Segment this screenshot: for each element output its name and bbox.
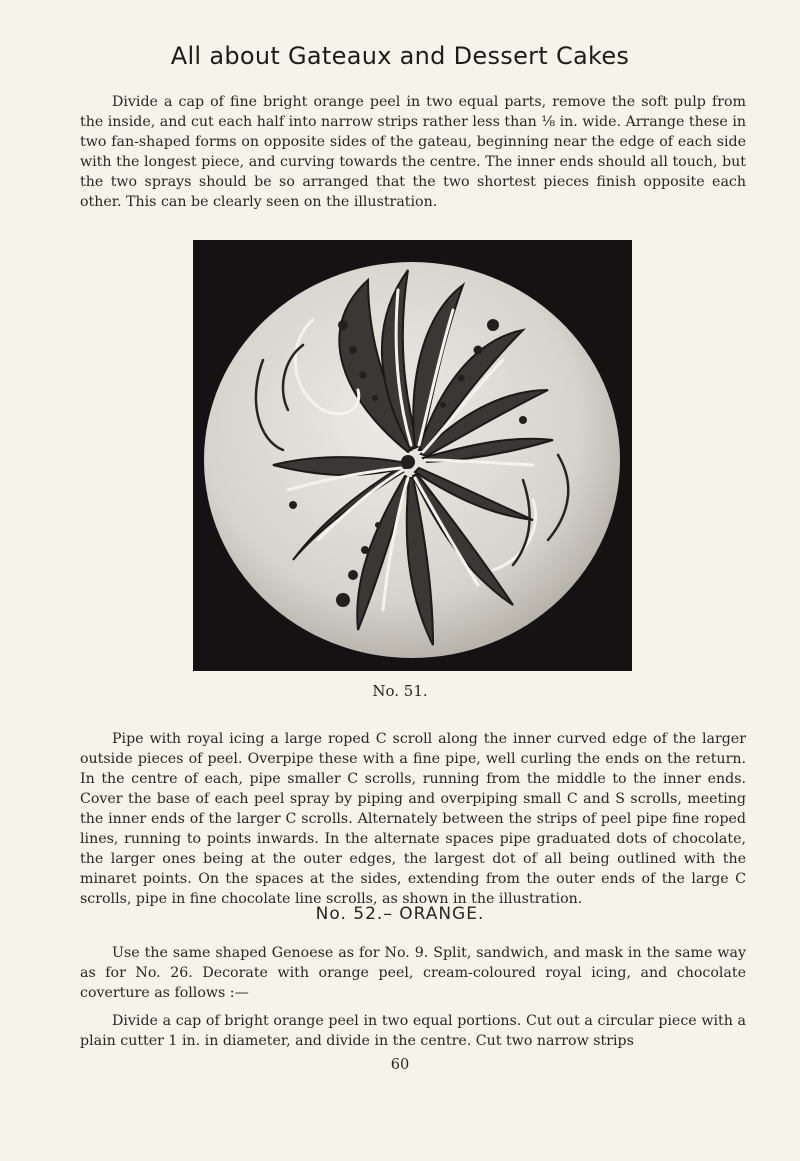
paragraph-orange-intro: Use the same shaped Genoese as for No. 9. Split, sandwich, and mask in the same way as for No. 26. Decorate with orange peel, cream-coloured royal icing, and chocolate coverture as follows :— bbox=[80, 945, 746, 1001]
figure-caption: No. 51. bbox=[372, 682, 428, 700]
cake-photo bbox=[193, 240, 632, 671]
paragraph-intro: Divide a cap of fine bright orange peel in two equal parts, remove the soft pulp from the inside, and cut each half into narrow strips rather less than ⅛ in. wide. Arrange these in two fan-shaped forms on opposite sides of the gateau, beginning near the edge of each side with the longest piece, and curving towards the centre. The inner ends should all touch, but the two sprays should be so arranged that the two shortest pieces finish opposite each other. This can be clearly seen on the illustration. bbox=[80, 94, 746, 210]
section-heading: No. 52.– ORANGE. bbox=[315, 904, 485, 924]
page-number: 60 bbox=[390, 1057, 410, 1073]
paragraph-orange-peel: Divide a cap of bright orange peel in two equal portions. Cut out a circular piece with a plain cutter 1 in. in diameter, and divide in the centre. Cut two narrow strips bbox=[80, 1013, 746, 1049]
cake-illustration bbox=[193, 240, 632, 671]
paragraph-piping-instructions: Pipe with royal icing a large roped C scroll along the inner curved edge of the larger outside pieces of peel. Overpipe these with a fine pipe, well curling the ends on the return. In the centre of each, pipe smaller C scrolls, running from the middle to the inner ends. Cover the base of each peel spray by piping and overpiping small C and S scrolls, meeting the inner ends of the larger C scrolls. Alternately between the strips of peel pipe fine roped lines, running to points inwards. In the alternate spaces pipe graduated dots of chocolate, the larger ones being at the outer edges, the largest dot of all being outlined with the minaret points. On the spaces at the sides, extending from the outer ends of the large C scrolls, pipe in fine chocolate line scrolls, as shown in the illustration. bbox=[80, 731, 746, 907]
page-title: All about Gateaux and Dessert Cakes bbox=[170, 42, 630, 70]
